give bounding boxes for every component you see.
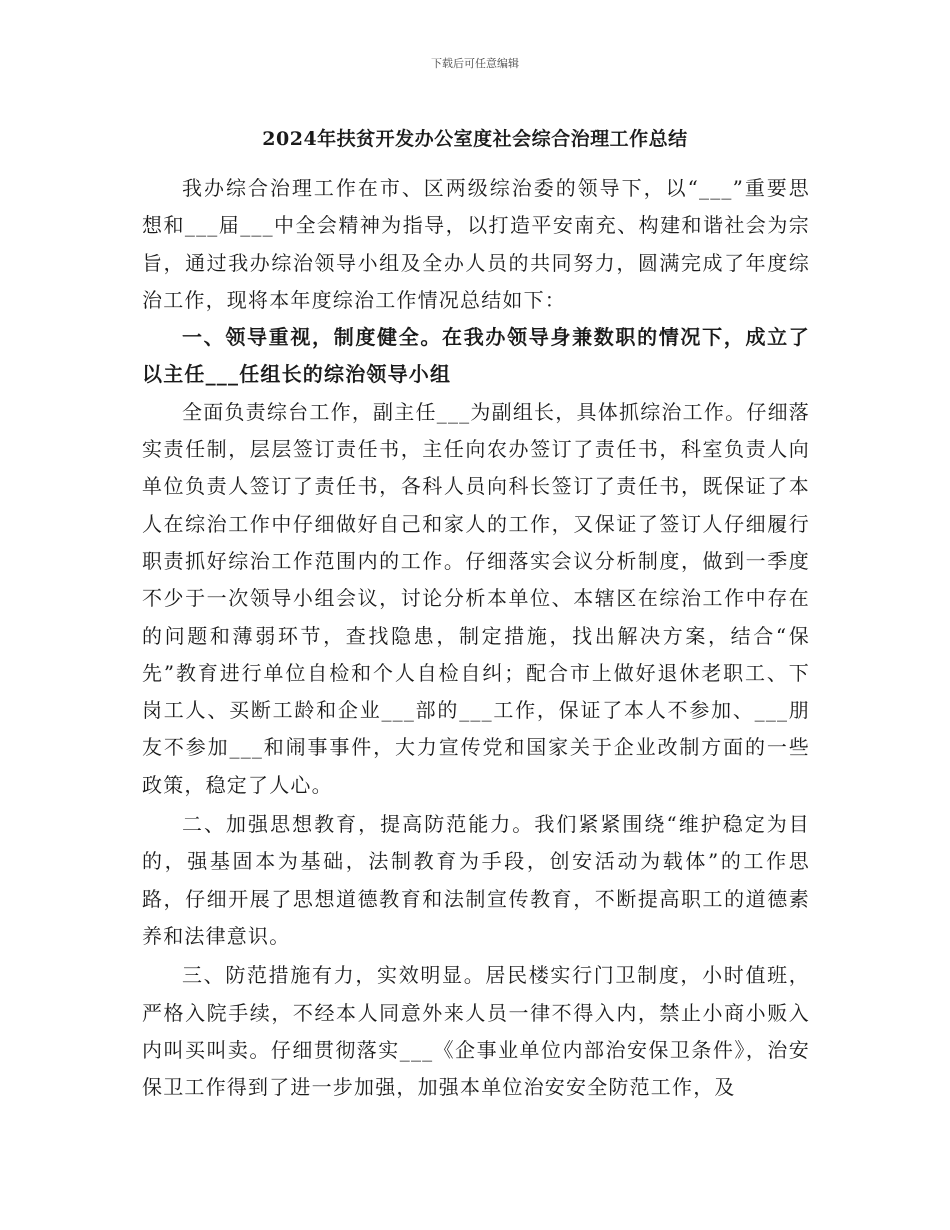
document-body <box>142 170 810 1106</box>
paragraph-intro: 我办综合治理工作在市、区两级综治委的领导下，以“___”重要思想和___届___中全会精神为指导，以打造平安南充、构建和谐社会为宗旨，通过我办综治领导小组及全办人员的共同努力，圆满完成了年度综治工作，现将本年度综治工作情况总结如下： <box>142 176 810 312</box>
paragraph-section-3: 三、防范措施有力，实效明显。居民楼实行门卫制度，小时值班，严格入院手续，不经本人同意外来人员一律不得入内，禁止小商小贩入内叫买叫卖。仔细贯彻落实___《企事业单位内部治安保卫条件》，治安保卫工作得到了进一步加强，加强本单位治安安全防范工作，及 <box>142 963 810 1100</box>
document-title: 2024年扶贫开发办公室度社会综合治理工作总结 <box>262 128 688 150</box>
paragraph-section-2: 二、加强思想教育，提高防范能力。我们紧紧围绕“维护稳定为目的，强基固本为基础，法制教育为手段，创安活动为载体”的工作思路，仔细开展了思想道德教育和法制宣传教育，不断提高职工的道德素养和法律意识。 <box>142 812 810 948</box>
paragraph-section-1-heading: 一、领导重视，制度健全。在我办领导身兼数职的情况下，成立了以主任___任组长的综治领导小组 <box>142 325 810 387</box>
header-note: 下载后可任意编辑 <box>431 57 519 70</box>
paragraph-section-1-body: 全面负责综台工作，副主任___为副组长，具体抓综治工作。仔细落实责任制，层层签订责任书，主任向农办签订了责任书，科室负责人向单位负责人签订了责任书，各科人员向科长签订了责任书，既保证了本人在综治工作中仔细做好自己和家人的工作，又保证了签订人仔细履行职责抓好综治工作范围内的工作。仔细落实会议分析制度，做到一季度不少于一次领导小组会议，讨论分析本单位、本辖区在综治工作中存在的问题和薄弱环节，查找隐患，制定措施，找出解决方案，结合“保先”教育进行单位自检和个人自检自纠；配合市上做好退休老职工、下岗工人、买断工龄和企业___部的___工作，保证了本人不参加、___朋友不参加___和闹事事件，大力宣传党和国家关于企业改制方面的一些政策，稳定了人心。 <box>142 399 810 797</box>
